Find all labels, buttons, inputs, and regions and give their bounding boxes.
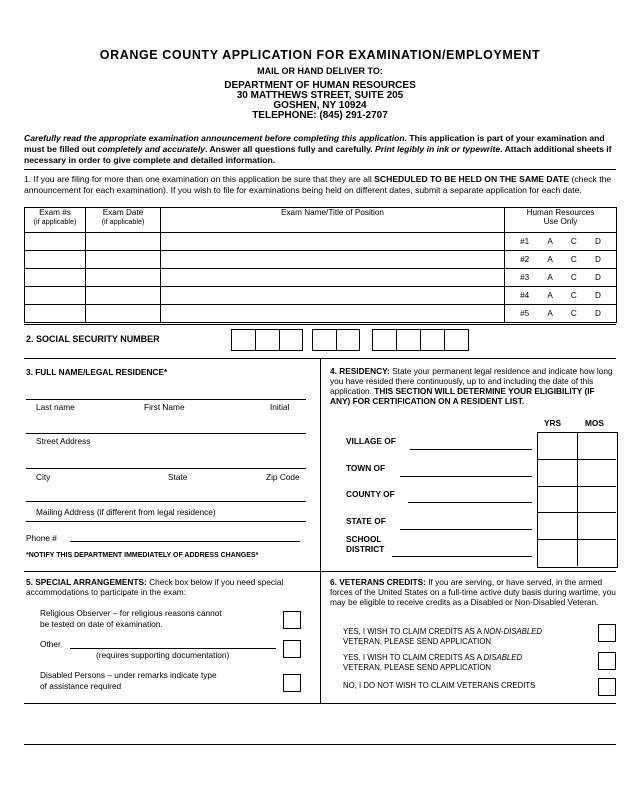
street-underline[interactable]	[26, 468, 306, 469]
phone-underline[interactable]	[70, 541, 300, 542]
table-row	[25, 233, 617, 251]
other-underline[interactable]	[70, 648, 276, 649]
street-caption: Street Address	[36, 436, 91, 446]
hr-use-cell: #5 A C D	[505, 305, 617, 323]
column-divider	[320, 571, 321, 703]
exam-number-cell[interactable]	[25, 233, 86, 251]
section1-instructions: 1. If you are filing for more than one examination on this application be sure that they are all SCHEDULED TO BE HELD ON THE SAME DATE (check the announcement for each examination). If you wish to file for examinations being held on different dates, submit a separate application for each date.	[24, 174, 612, 195]
religious-text-1: Religious Observer – for religious reasons cannot	[40, 608, 222, 618]
divider	[24, 169, 616, 170]
ssn-group-2[interactable]	[312, 329, 360, 351]
other-checkbox[interactable]	[283, 640, 301, 658]
table-row	[25, 287, 617, 305]
divider	[24, 324, 616, 325]
dept-city: GOSHEN, NY 10924	[273, 100, 367, 111]
notify-text: *NOTIFY THIS DEPARTMENT IMMEDIATELY OF ADDRESS CHANGES*	[26, 552, 259, 559]
exam-name-cell[interactable]	[161, 305, 505, 323]
exam-date-header: Exam Date (if applicable)	[86, 208, 161, 233]
exam-number-cell[interactable]	[25, 269, 86, 287]
intro-paragraph: Carefully read the appropriate examination announcement before completing this application. This application is part of your examination and must be filled out completely and accurately. Answer all questions fully and carefully. Print legibly in ink or typewrite. Attach additional sheets if necessary in order to give complete and detailed information.	[24, 133, 612, 165]
residency-text: 4. RESIDENCY: State your permanent legal residence and indicate how long you have resided there continuously, up to and including the date of this application. THIS SECTION WILL DETERMINE YOUR ELIGIBILITY (IF ANY) FOR CERTIFICATION ON A RESIDENT LIST.	[330, 366, 613, 406]
dept-street: 30 MATTHEWS STREET, SUITE 205	[236, 90, 404, 101]
nondisabled-option: YES, I WISH TO CLAIM CREDITS AS A NON-DISABLED VETERAN, PLEASE SEND APPLICATION	[343, 627, 543, 646]
exam-name-header: Exam Name/Title of Position	[161, 208, 505, 233]
yrs-header: YRS	[544, 418, 562, 428]
exam-name-cell[interactable]	[161, 269, 505, 287]
no-credits-option: NO, I DO NOT WISH TO CLAIM VETERANS CREDITS	[343, 681, 536, 690]
city-caption: City	[36, 472, 51, 482]
disabled-text-2: of assistance required	[40, 681, 122, 691]
first-name-caption: First Name	[144, 402, 185, 412]
exam-date-cell[interactable]	[86, 305, 161, 323]
hr-use-cell: #4 A C D	[505, 287, 617, 305]
table-row	[25, 251, 617, 269]
mail-instruction: MAIL OR HAND DELIVER TO:	[257, 66, 383, 76]
initial-caption: Initial	[270, 402, 290, 412]
no-credits-checkbox[interactable]	[598, 678, 616, 696]
disabled-checkbox[interactable]	[283, 674, 301, 692]
table-row	[25, 269, 617, 287]
hr-use-header: Human Resources Use Only	[505, 208, 617, 233]
exam-name-cell[interactable]	[161, 233, 505, 251]
divider	[24, 703, 616, 704]
exam-date-cell[interactable]	[86, 233, 161, 251]
ssn-label: 2. SOCIAL SECURITY NUMBER	[26, 334, 160, 344]
disabled-text-1: Disabled Persons – under remarks indicate type	[40, 670, 217, 680]
school-underline[interactable]	[392, 556, 532, 557]
ssn-group-3[interactable]	[372, 329, 469, 351]
state-label: STATE OF	[346, 516, 386, 526]
column-divider	[320, 358, 321, 571]
district-label: DISTRICT	[346, 544, 385, 554]
dept-name: DEPARTMENT OF HUMAN RESOURCES	[224, 80, 416, 91]
grid-hline	[537, 512, 616, 513]
name-input-line[interactable]	[26, 399, 306, 400]
mos-header: MOS	[585, 418, 604, 428]
village-underline[interactable]	[410, 449, 532, 450]
name-underline	[26, 433, 306, 434]
exam-number-cell[interactable]	[25, 287, 86, 305]
veterans-text: 6. VETERANS CREDITS: If you are serving, or have served, in the armed forces of the United States on a full-time active duty basis during wartime, you may be eligible to receive credits as a Disabled or Non-Disabled Veteran.	[330, 577, 616, 607]
table-row	[25, 305, 617, 323]
ssn-group-1[interactable]	[231, 329, 303, 351]
disabled-veteran-checkbox[interactable]	[598, 652, 616, 670]
zip-caption: Zip Code	[266, 472, 300, 482]
other-label: Other	[40, 639, 61, 649]
bottom-rule	[24, 744, 616, 745]
village-label: VILLAGE OF	[346, 436, 396, 446]
exam-date-cell[interactable]	[86, 287, 161, 305]
nondisabled-checkbox[interactable]	[598, 624, 616, 642]
exam-number-cell[interactable]	[25, 305, 86, 323]
grid-vline	[577, 432, 578, 566]
city-underline[interactable]	[26, 501, 306, 502]
disabled-option: YES, I WISH TO CLAIM CREDITS AS A DISABLED VETERAN, PLEASE SEND APPLICATION	[343, 653, 523, 672]
exam-name-cell[interactable]	[161, 251, 505, 269]
hr-use-cell: #3 A C D	[505, 269, 617, 287]
town-underline[interactable]	[400, 476, 532, 477]
other-caption: (requires supporting documentation)	[96, 650, 230, 660]
form-title: ORANGE COUNTY APPLICATION FOR EXAMINATION/EMPLOYMENT	[99, 48, 541, 62]
town-label: TOWN OF	[346, 463, 386, 473]
fullname-label: 3. FULL NAME/LEGAL RESIDENCE*	[26, 367, 168, 377]
exam-number-header: Exam #s (if applicable)	[25, 208, 86, 233]
exam-number-cell[interactable]	[25, 251, 86, 269]
mailing-caption: Mailing Address (if different from legal residence)	[36, 507, 216, 517]
state-underline[interactable]	[400, 529, 532, 530]
religious-text-2: be tested on date of examination.	[40, 619, 163, 629]
grid-hline	[537, 486, 616, 487]
county-label: COUNTY OF	[346, 489, 395, 499]
dept-phone: TELEPHONE: (845) 291-2707	[252, 110, 388, 121]
exam-date-cell[interactable]	[86, 251, 161, 269]
exam-date-cell[interactable]	[86, 269, 161, 287]
religious-checkbox[interactable]	[283, 611, 301, 629]
county-underline[interactable]	[408, 502, 532, 503]
exam-table	[24, 207, 617, 323]
school-label: SCHOOL	[346, 534, 382, 544]
grid-hline	[537, 459, 616, 460]
exam-name-cell[interactable]	[161, 287, 505, 305]
hr-use-cell: #2 A C D	[505, 251, 617, 269]
special-arrangements-text: 5. SPECIAL ARRANGEMENTS: Check box below if you need special accommodations to participate in the exam:	[26, 577, 284, 597]
last-name-caption: Last name	[36, 402, 75, 412]
state-caption: State	[168, 472, 188, 482]
grid-hline	[537, 539, 616, 540]
hr-use-cell: #1 A C D	[505, 233, 617, 251]
mailing-underline[interactable]	[26, 521, 306, 522]
phone-caption: Phone #	[26, 533, 57, 543]
